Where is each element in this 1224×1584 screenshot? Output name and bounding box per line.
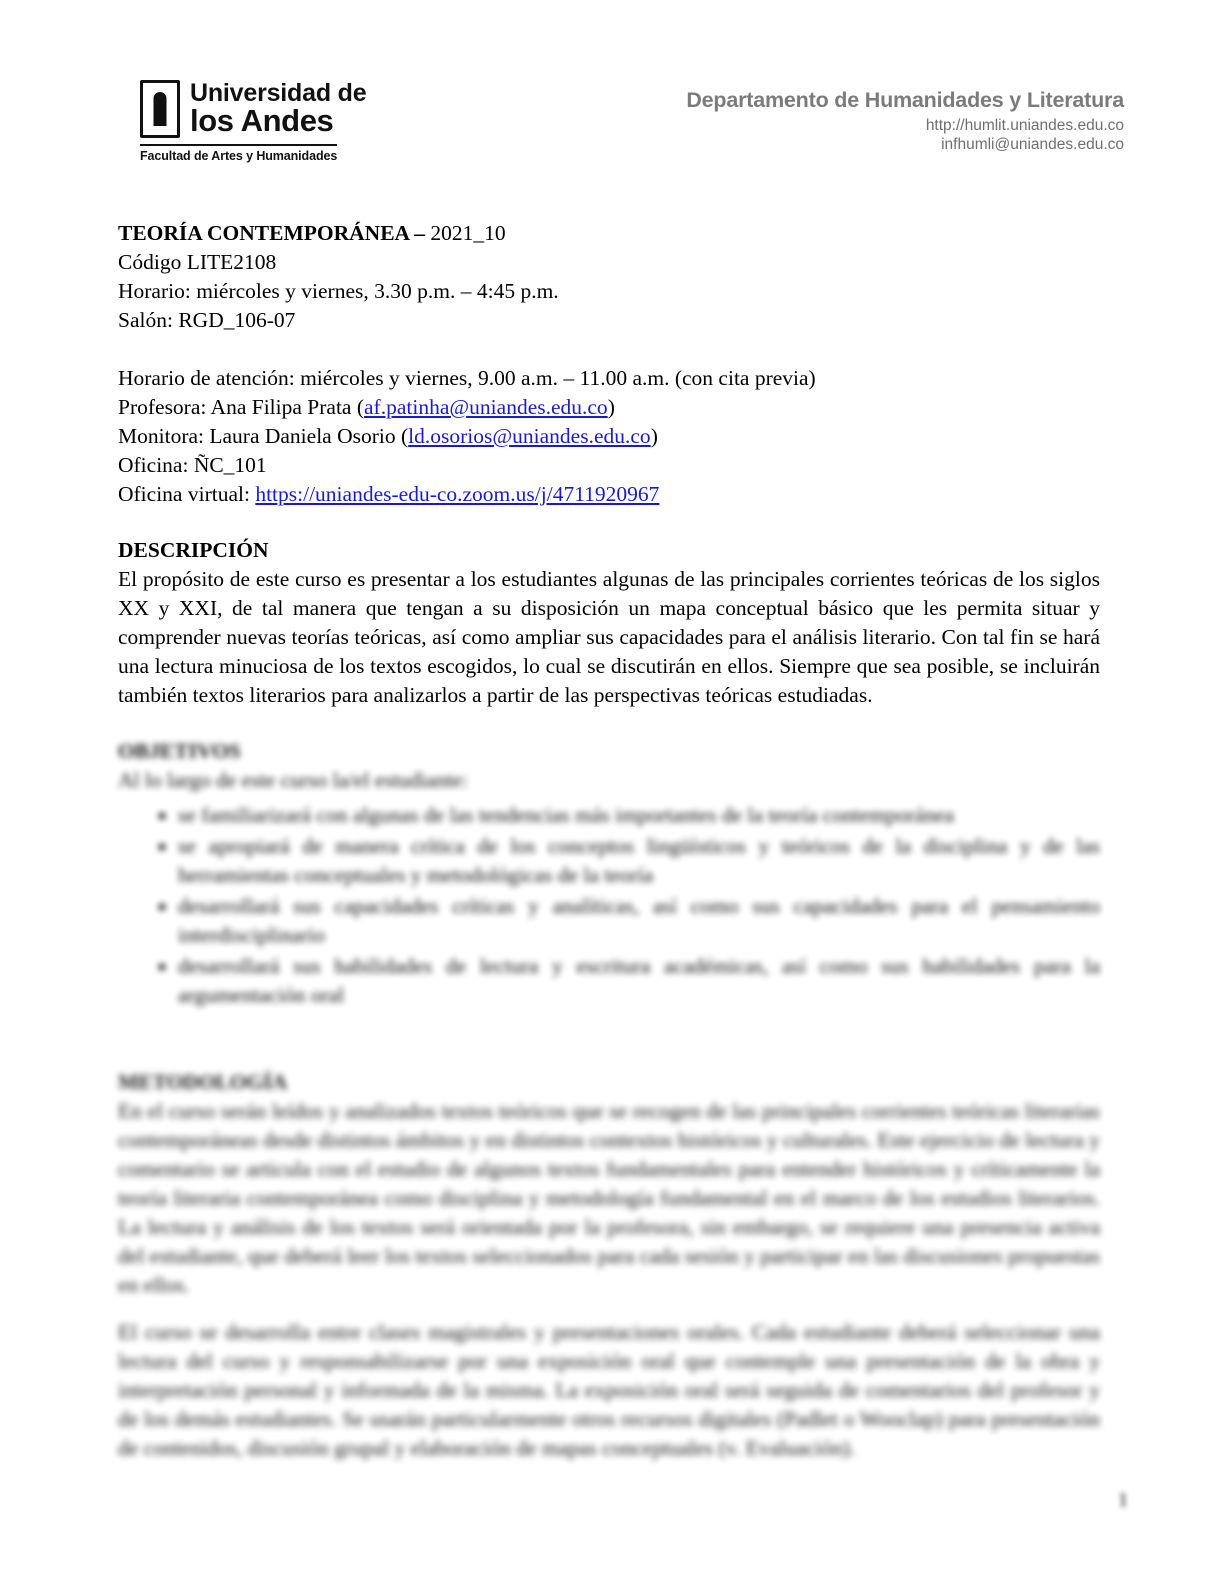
course-room: Salón: RGD_106-07: [118, 308, 296, 332]
monitor-email-link[interactable]: ld.osorios@uniandes.edu.co: [408, 424, 651, 448]
metodologia-paragraph-1: En el curso serán leídos y analizados textos teóricos que se recogen de las principales corrientes teóricas literarias contemporáneas desde distintos ámbitos y en distintos contextos históricos y culturales. Este ejercicio de lectura y comentario se articula con el estudio de algunos textos fundamentales para entender históricos y críticamente la teoría literaria contemporánea como disciplina y metodología fundamental en el marco de los estudios literarios. La lectura y análisis de los textos será orientada por la profesora, sin embargo, se requiere una presencia activa del estudiante, que deberá leer los textos seleccionados para cada sesión y participar en las discusiones propuestas en ellos.: [118, 1099, 1100, 1297]
professor-email-link[interactable]: af.patinha@uniandes.edu.co: [364, 395, 608, 419]
document-header: [118, 72, 1124, 172]
department-website[interactable]: http://humlit.uniandes.edu.co: [925, 117, 1124, 134]
section-heading-descripcion: DESCRIPCIÓN: [118, 538, 269, 562]
blurred-section-metodologia: [118, 1067, 1100, 1463]
monitor-label: Monitora: Laura Daniela Osorio (: [118, 424, 409, 448]
objetivos-list: [118, 801, 1100, 1010]
department-title: Departamento de Humanidades y Literatura: [686, 88, 1124, 112]
page-number: 1: [1118, 1489, 1128, 1511]
metodologia-paragraph-2: El curso se desarrolla entre clases magistrales y presentaciones orales. Cada estudiante deberá seleccionar una lectura del curso y responsabilizarse por una exposición oral que contemple una presentación de la obra y interpretación personal y informada de la misma. La exposición oral será seguida de comentarios del profesor y de los demás estudiantes. Se usarán particularmente otros recursos digitales (Padlet o Wooclap) para presentación de contenidos, discusión grupal y elaboración de mapas conceptuales (v. Evaluación).: [118, 1320, 1100, 1460]
section-heading-metodologia: METODOLOGÍA: [118, 1070, 288, 1094]
uniandes-logo-icon: [140, 80, 180, 138]
objetivos-intro: Al lo largo de este curso la/el estudiante:: [118, 768, 469, 792]
professor-paren: ): [607, 395, 615, 419]
list-item: ▪ desarrollará sus habilidades de lectura y escritura académicas, así como sus habilidades para la argumentación oral: [178, 952, 1100, 1010]
office-hours: Horario de atención: miércoles y viernes, 9.00 a.m. – 11.00 a.m. (con cita previa): [118, 366, 816, 390]
department-block: [686, 88, 1124, 154]
list-item: ▪ se apropiará de manera crítica de los conceptos lingüísticos y teóricos de la disciplina y de las herramientas conceptuales y metodológicas de la teoría: [178, 832, 1100, 890]
university-logo: [140, 80, 500, 165]
blurred-section-objetivos: [118, 736, 1100, 1010]
monitor-line: [118, 422, 1100, 451]
virtual-office-line: [118, 480, 1100, 509]
department-email[interactable]: infhumli@uniandes.edu.co: [941, 136, 1124, 153]
list-item: ▪ se familiarizará con algunas de las tendencias más importantes de la teoría contemporánea: [178, 801, 1100, 830]
university-name-line2: los Andes: [190, 102, 334, 138]
professor-line: [118, 393, 1100, 422]
document-content: [118, 218, 1100, 1463]
virtual-office-link[interactable]: https://uniandes-edu-co.zoom.us/j/4711920967: [255, 482, 660, 506]
faculty-name: Facultad de Artes y Humanidades: [140, 144, 337, 163]
professor-label: Profesora: Ana Filipa Prata (: [118, 395, 365, 419]
course-period: 2021_10: [430, 221, 506, 245]
course-title-line: [118, 218, 1100, 248]
list-item: ▪ desarrollará sus capacidades críticas y analíticas, así como sus capacidades para el pensamiento interdisciplinario: [178, 892, 1100, 950]
course-schedule: Horario: miércoles y viernes, 3.30 p.m. – 4:45 p.m.: [118, 279, 559, 303]
monitor-paren: ): [650, 424, 658, 448]
section-text-descripcion: El propósito de este curso es presentar a los estudiantes algunas de las principales corrientes teóricas de los siglos XX y XXI, de tal manera que tengan a su disposición un mapa conceptual básico que les permita situar y comprender nuevas teorías teóricas, así como ampliar sus capacidades para el análisis literario. Con tal fin se hará una lectura minuciosa de los textos escogidos, lo cual se discutirán en ellos. Siempre que sea posible, se incluirán también textos literarios para analizarlos a partir de las perspectivas teóricas estudiadas.: [118, 567, 1100, 707]
office-line: Oficina: ÑC_101: [118, 453, 267, 477]
course-title: TEORÍA CONTEMPORÁNEA –: [118, 221, 426, 245]
section-heading-objetivos: OBJETIVOS: [118, 739, 241, 763]
course-code: Código LITE2108: [118, 250, 277, 274]
virtual-office-label: Oficina virtual:: [118, 482, 256, 506]
university-name-line1: Universidad de: [190, 79, 367, 107]
